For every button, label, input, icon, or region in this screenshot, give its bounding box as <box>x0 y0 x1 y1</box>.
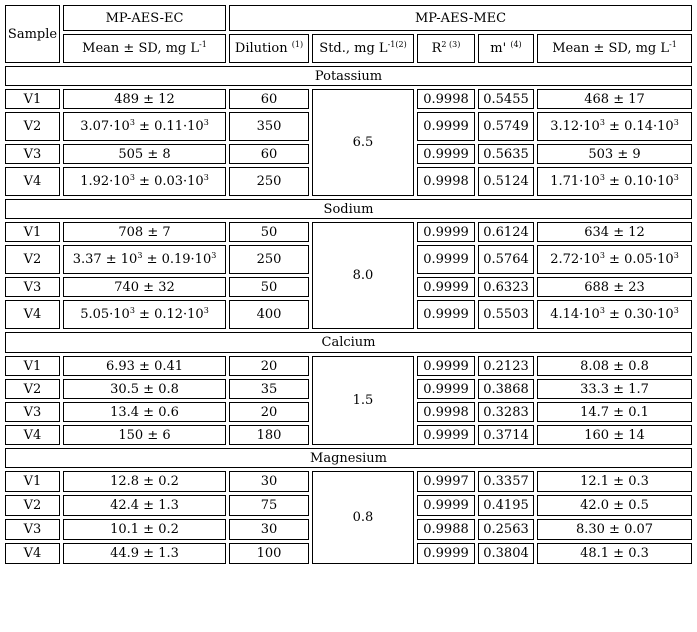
header-std: Std., mg $L^{-1(2)}$ <box>312 34 414 63</box>
r2-cell: 0.9988 <box>417 519 475 540</box>
m-cell: 0.3714 <box>478 425 534 445</box>
sample-cell: V3 <box>5 402 60 422</box>
table-body <box>5 5 692 564</box>
m-cell: 0.3868 <box>478 379 534 399</box>
header-group-ec: MP-AES-EC <box>63 5 226 31</box>
section-row <box>5 448 692 468</box>
mec-mean-cell: 503 ± 9 <box>537 144 692 164</box>
ec-mean-cell: $5.05\cdot 10^3 \pm 0.12\cdot 10^3$ <box>63 300 226 329</box>
sample-cell: V2 <box>5 495 60 516</box>
ec-mean-cell: 150 ± 6 <box>63 425 226 445</box>
dilution-cell: 100 <box>229 543 309 564</box>
table-row <box>5 356 692 376</box>
r2-cell: 0.9997 <box>417 471 475 492</box>
dilution-cell: 20 <box>229 402 309 422</box>
m-cell: 0.6124 <box>478 222 534 242</box>
dilution-cell: 30 <box>229 471 309 492</box>
dilution-cell: 50 <box>229 277 309 297</box>
header-mec-mean: Mean ± SD, mg $L^{-1}$ <box>537 34 692 63</box>
r2-cell: 0.9999 <box>417 222 475 242</box>
sample-cell: V1 <box>5 471 60 492</box>
sample-cell: V3 <box>5 519 60 540</box>
sample-cell: V3 <box>5 144 60 164</box>
mec-mean-cell: 14.7 ± 0.1 <box>537 402 692 422</box>
r2-cell: 0.9998 <box>417 167 475 196</box>
m-cell: 0.3283 <box>478 402 534 422</box>
dilution-cell: 400 <box>229 300 309 329</box>
dilution-cell: 250 <box>229 245 309 274</box>
r2-cell: 0.9999 <box>417 495 475 516</box>
m-cell: 0.5764 <box>478 245 534 274</box>
ec-mean-cell: 6.93 ± 0.41 <box>63 356 226 376</box>
table-row <box>5 471 692 492</box>
ec-mean-cell: 708 ± 7 <box>63 222 226 242</box>
m-cell: 0.5455 <box>478 89 534 109</box>
header-r2: $R^{2 (3)}$ <box>417 34 475 63</box>
m-cell: 0.2563 <box>478 519 534 540</box>
mec-mean-cell: $1.71\cdot 10^3 \pm 0.10\cdot 10^3$ <box>537 167 692 196</box>
ec-mean-cell: 30.5 ± 0.8 <box>63 379 226 399</box>
mec-mean-cell: $4.14\cdot 10^3 \pm 0.30\cdot 10^3$ <box>537 300 692 329</box>
r2-cell: 0.9999 <box>417 112 475 141</box>
r2-cell: 0.9999 <box>417 379 475 399</box>
m-cell: 0.5124 <box>478 167 534 196</box>
ec-mean-cell: 42.4 ± 1.3 <box>63 495 226 516</box>
header-row-1 <box>5 5 692 31</box>
dilution-cell: 20 <box>229 356 309 376</box>
r2-cell: 0.9998 <box>417 89 475 109</box>
mec-mean-cell: 688 ± 23 <box>537 277 692 297</box>
m-cell: 0.2123 <box>478 356 534 376</box>
sample-cell: V2 <box>5 379 60 399</box>
ec-mean-cell: $3.07\cdot 10^3 \pm 0.11\cdot 10^3$ <box>63 112 226 141</box>
dilution-cell: 30 <box>229 519 309 540</box>
m-cell: 0.5749 <box>478 112 534 141</box>
mec-mean-cell: 48.1 ± 0.3 <box>537 543 692 564</box>
mec-mean-cell: $2.72\cdot 10^3 \pm 0.05\cdot 10^3$ <box>537 245 692 274</box>
ec-mean-cell: 44.9 ± 1.3 <box>63 543 226 564</box>
ec-mean-cell: 489 ± 12 <box>63 89 226 109</box>
section-title: Sodium <box>5 199 692 219</box>
mec-mean-cell: 8.08 ± 0.8 <box>537 356 692 376</box>
mec-mean-cell: $3.12\cdot 10^3 \pm 0.14\cdot 10^3$ <box>537 112 692 141</box>
dilution-cell: 75 <box>229 495 309 516</box>
std-cell: 0.8 <box>312 471 414 564</box>
r2-cell: 0.9999 <box>417 277 475 297</box>
ec-mean-cell: 10.1 ± 0.2 <box>63 519 226 540</box>
header-group-mec: MP-AES-MEC <box>229 5 692 31</box>
mec-mean-cell: 160 ± 14 <box>537 425 692 445</box>
ec-mean-cell: 740 ± 32 <box>63 277 226 297</box>
m-cell: 0.5503 <box>478 300 534 329</box>
dilution-cell: 35 <box>229 379 309 399</box>
results-table <box>2 2 695 567</box>
sample-cell: V2 <box>5 112 60 141</box>
section-row <box>5 332 692 353</box>
dilution-cell: 50 <box>229 222 309 242</box>
std-cell: 6.5 <box>312 89 414 196</box>
sample-cell: V1 <box>5 356 60 376</box>
header-ec-mean: Mean ± SD, mg $L^{-1}$ <box>63 34 226 63</box>
ec-mean-cell: $1.92\cdot 10^3 \pm 0.03\cdot 10^3$ <box>63 167 226 196</box>
mec-mean-cell: 468 ± 17 <box>537 89 692 109</box>
section-row <box>5 199 692 219</box>
mec-mean-cell: 634 ± 12 <box>537 222 692 242</box>
ec-mean-cell: 12.8 ± 0.2 <box>63 471 226 492</box>
header-m: m' $^{(4)}$ <box>478 34 534 63</box>
mec-mean-cell: 33.3 ± 1.7 <box>537 379 692 399</box>
m-cell: 0.6323 <box>478 277 534 297</box>
ec-mean-cell: $3.37 \pm 10^3 \pm 0.19\cdot 10^3$ <box>63 245 226 274</box>
sample-cell: V2 <box>5 245 60 274</box>
ec-mean-cell: 13.4 ± 0.6 <box>63 402 226 422</box>
header-dilution: Dilution $^{(1)}$ <box>229 34 309 63</box>
ec-mean-cell: 505 ± 8 <box>63 144 226 164</box>
dilution-cell: 180 <box>229 425 309 445</box>
sample-cell: V4 <box>5 167 60 196</box>
section-title: Potassium <box>5 66 692 86</box>
header-sample: Sample <box>5 5 60 63</box>
m-cell: 0.3357 <box>478 471 534 492</box>
r2-cell: 0.9998 <box>417 402 475 422</box>
sample-cell: V3 <box>5 277 60 297</box>
table-row <box>5 89 692 109</box>
section-title: Calcium <box>5 332 692 353</box>
r2-cell: 0.9999 <box>417 300 475 329</box>
sample-cell: V1 <box>5 89 60 109</box>
sample-cell: V4 <box>5 543 60 564</box>
dilution-cell: 350 <box>229 112 309 141</box>
m-cell: 0.5635 <box>478 144 534 164</box>
sample-cell: V4 <box>5 425 60 445</box>
mec-mean-cell: 12.1 ± 0.3 <box>537 471 692 492</box>
table-row <box>5 222 692 242</box>
sample-cell: V1 <box>5 222 60 242</box>
std-cell: 1.5 <box>312 356 414 445</box>
r2-cell: 0.9999 <box>417 425 475 445</box>
mec-mean-cell: 8.30 ± 0.07 <box>537 519 692 540</box>
mec-mean-cell: 42.0 ± 0.5 <box>537 495 692 516</box>
dilution-cell: 60 <box>229 89 309 109</box>
m-cell: 0.4195 <box>478 495 534 516</box>
r2-cell: 0.9999 <box>417 245 475 274</box>
header-row-2 <box>5 34 692 63</box>
section-row <box>5 66 692 86</box>
std-cell: 8.0 <box>312 222 414 329</box>
r2-cell: 0.9999 <box>417 144 475 164</box>
section-title: Magnesium <box>5 448 692 468</box>
r2-cell: 0.9999 <box>417 356 475 376</box>
dilution-cell: 250 <box>229 167 309 196</box>
dilution-cell: 60 <box>229 144 309 164</box>
m-cell: 0.3804 <box>478 543 534 564</box>
r2-cell: 0.9999 <box>417 543 475 564</box>
sample-cell: V4 <box>5 300 60 329</box>
